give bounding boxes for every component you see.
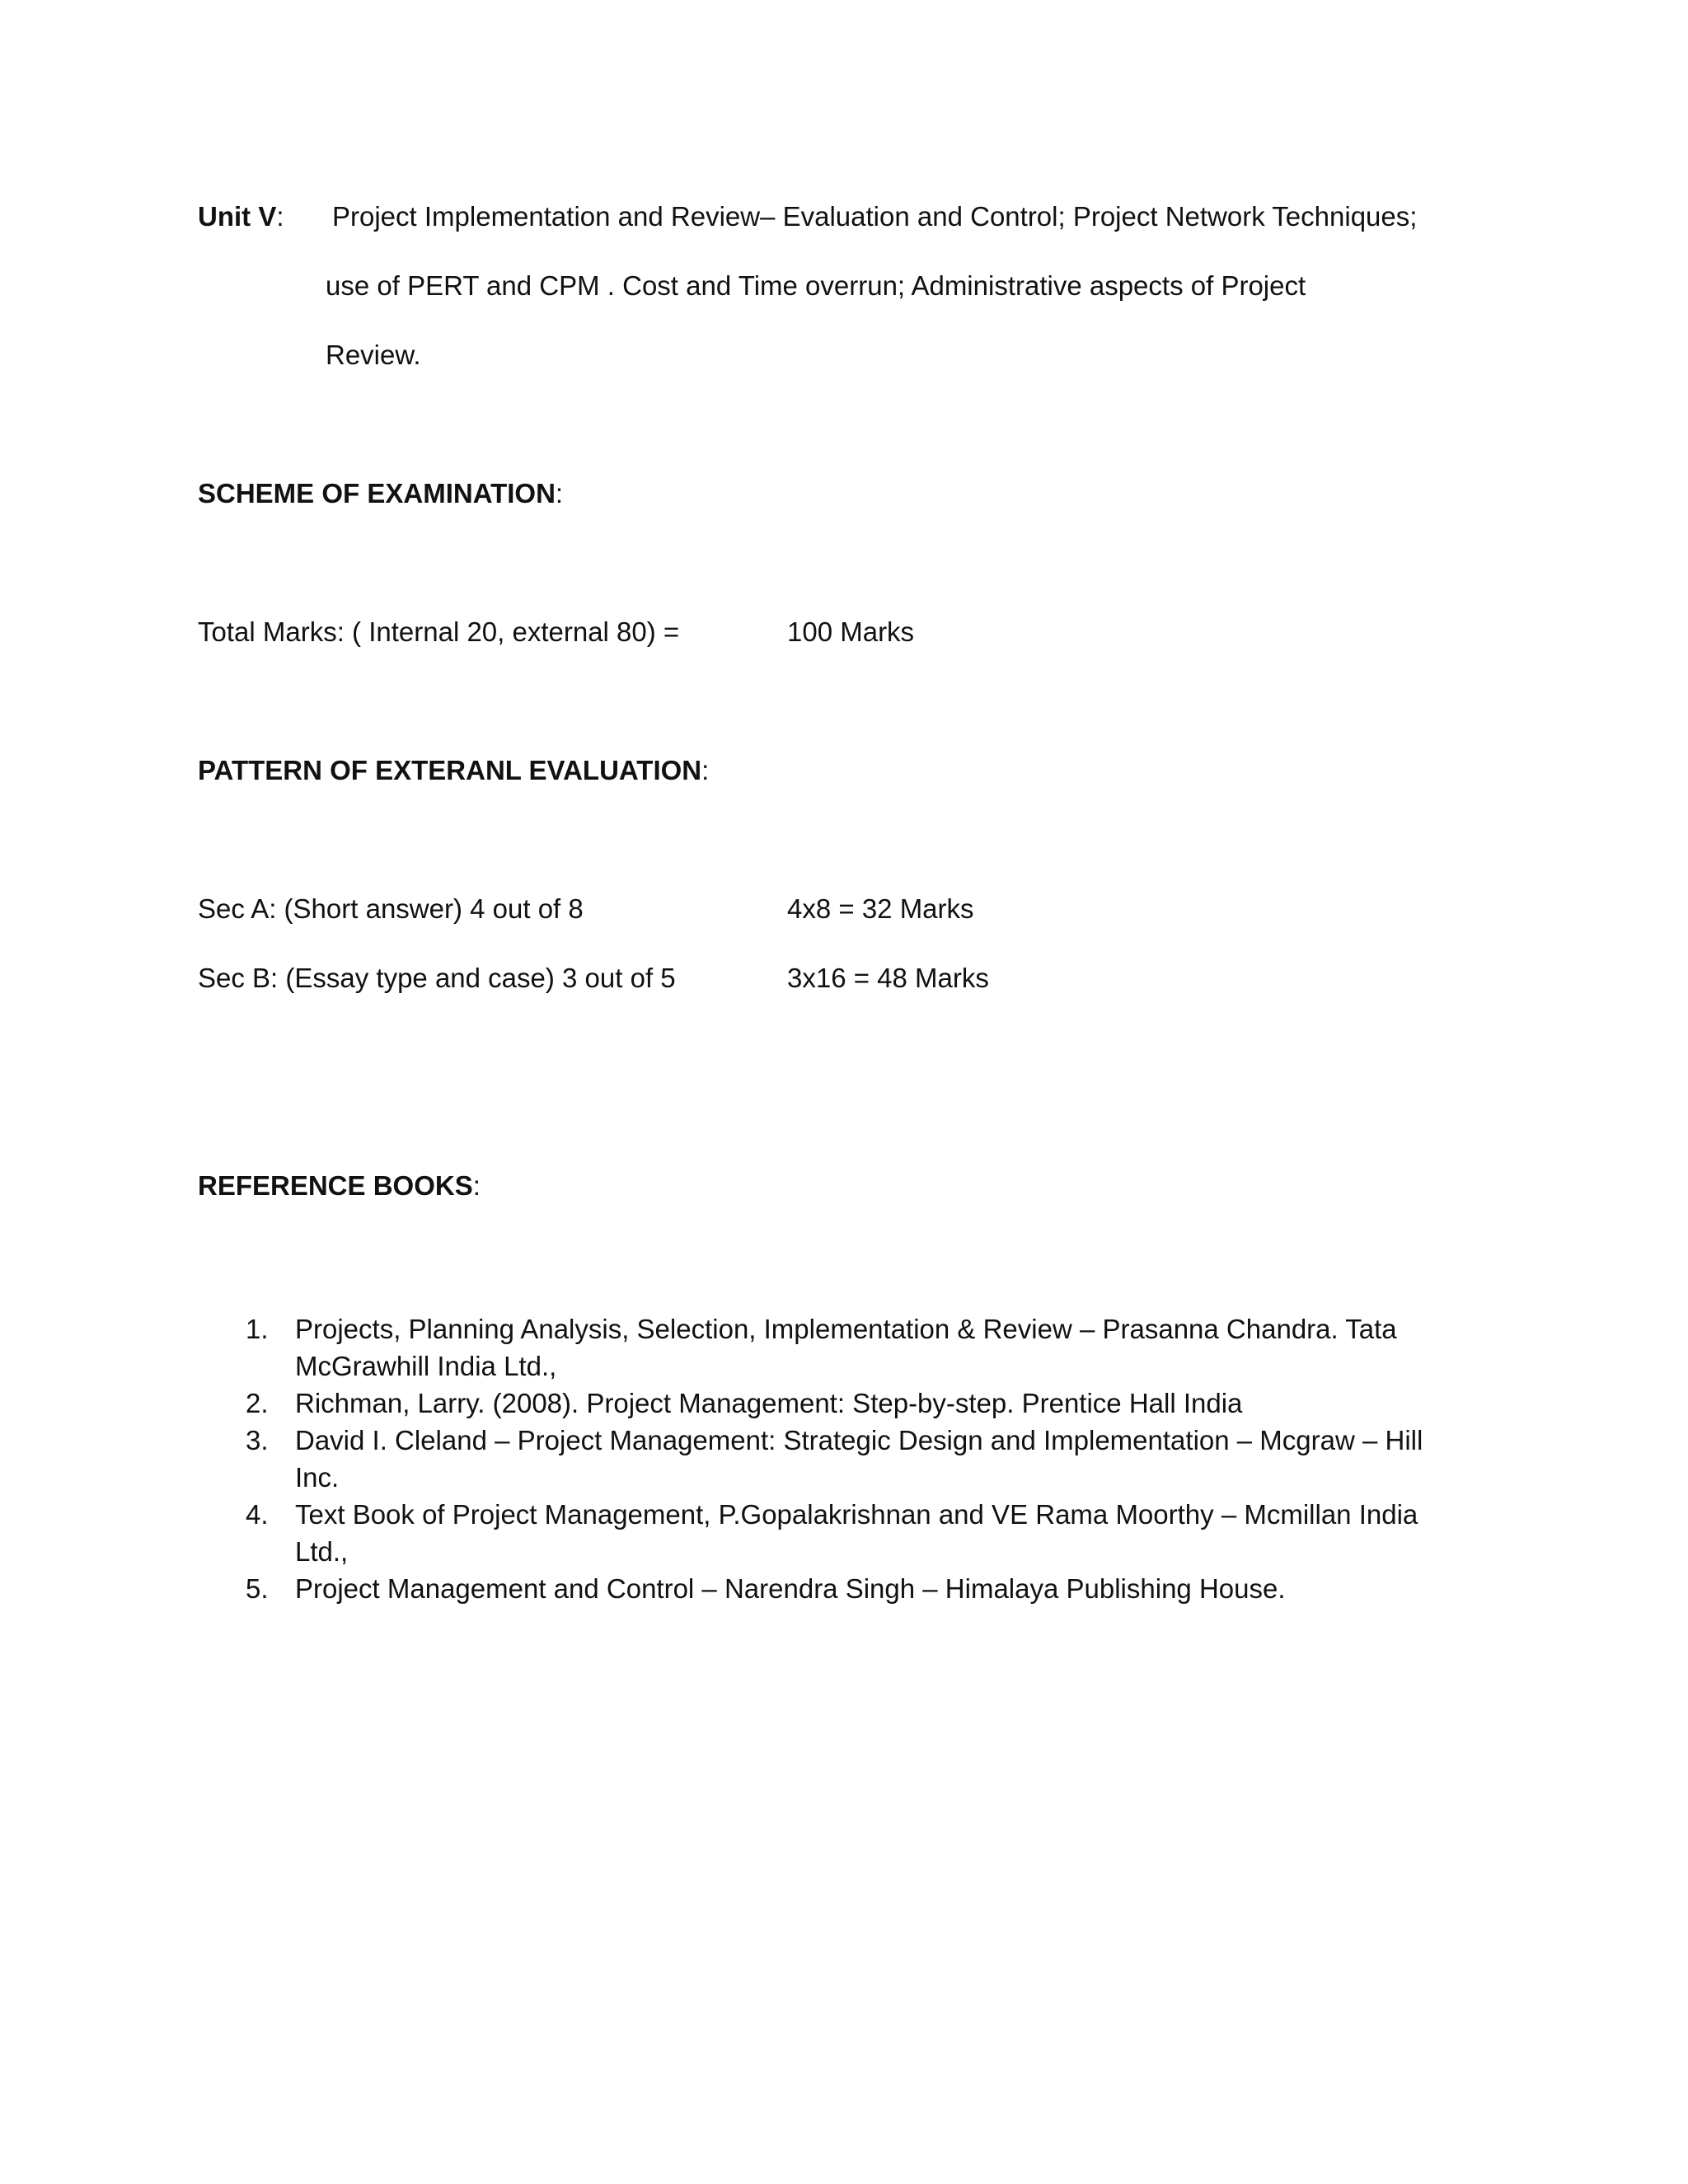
total-marks-value: 100 Marks [787, 616, 915, 647]
scheme-heading-text: SCHEME OF EXAMINATION [198, 478, 556, 509]
reference-heading-colon: : [472, 1170, 481, 1201]
reference-item [198, 1385, 1451, 1422]
reference-heading [198, 1172, 481, 1199]
reference-number: 5. [246, 1573, 269, 1604]
reference-item [198, 1570, 1451, 1607]
reference-heading-text: REFERENCE BOOKS [198, 1170, 473, 1201]
reference-text: Text Book of Project Management, P.Gopalakrishnan and VE Rama Moorthy – Mcmillan India Ltd., [295, 1499, 1418, 1567]
reference-number: 1. [246, 1314, 269, 1344]
reference-item [198, 1422, 1451, 1496]
unit-heading [198, 203, 284, 230]
scheme-heading [198, 480, 563, 507]
total-marks-label: Total Marks: ( Internal 20, external 80) = [198, 616, 680, 647]
reference-item [198, 1496, 1451, 1570]
sec-a-label: Sec A: (Short answer) 4 out of 8 [198, 893, 584, 924]
pattern-heading-colon: : [701, 755, 710, 785]
unit-description-line-2: use of PERT and CPM . Cost and Time overrun; Administrative aspects of Project [326, 270, 1306, 301]
scheme-heading-colon: : [555, 478, 564, 509]
sec-a-marks: 4x8 = 32 Marks [787, 893, 974, 924]
sec-b-marks: 3x16 = 48 Marks [787, 963, 989, 993]
pattern-heading-text: PATTERN OF EXTERANL EVALUATION [198, 755, 702, 785]
reference-text: Projects, Planning Analysis, Selection, Implementation & Review – Prasanna Chandra. Tata McGrawhill India Ltd., [295, 1314, 1397, 1381]
reference-number: 2. [246, 1388, 269, 1418]
pattern-heading [198, 757, 709, 784]
reference-item [198, 1310, 1451, 1385]
reference-text: David I. Cleland – Project Management: Strategic Design and Implementation – Mcgraw – Hill Inc. [295, 1425, 1423, 1493]
unit-colon: : [276, 201, 284, 232]
reference-text: Richman, Larry. (2008). Project Management: Step-by-step. Prentice Hall India [295, 1388, 1243, 1418]
reference-list [198, 1310, 1451, 1607]
sec-b-label: Sec B: (Essay type and case) 3 out of 5 [198, 963, 676, 993]
unit-label: Unit V [198, 201, 277, 232]
unit-description-line-3: Review. [326, 340, 421, 370]
reference-number: 3. [246, 1425, 269, 1455]
reference-number: 4. [246, 1499, 269, 1530]
reference-text: Project Management and Control – Narendra Singh – Himalaya Publishing House. [295, 1573, 1286, 1604]
unit-description-line-1: Project Implementation and Review– Evaluation and Control; Project Network Techniques; [332, 201, 1418, 232]
